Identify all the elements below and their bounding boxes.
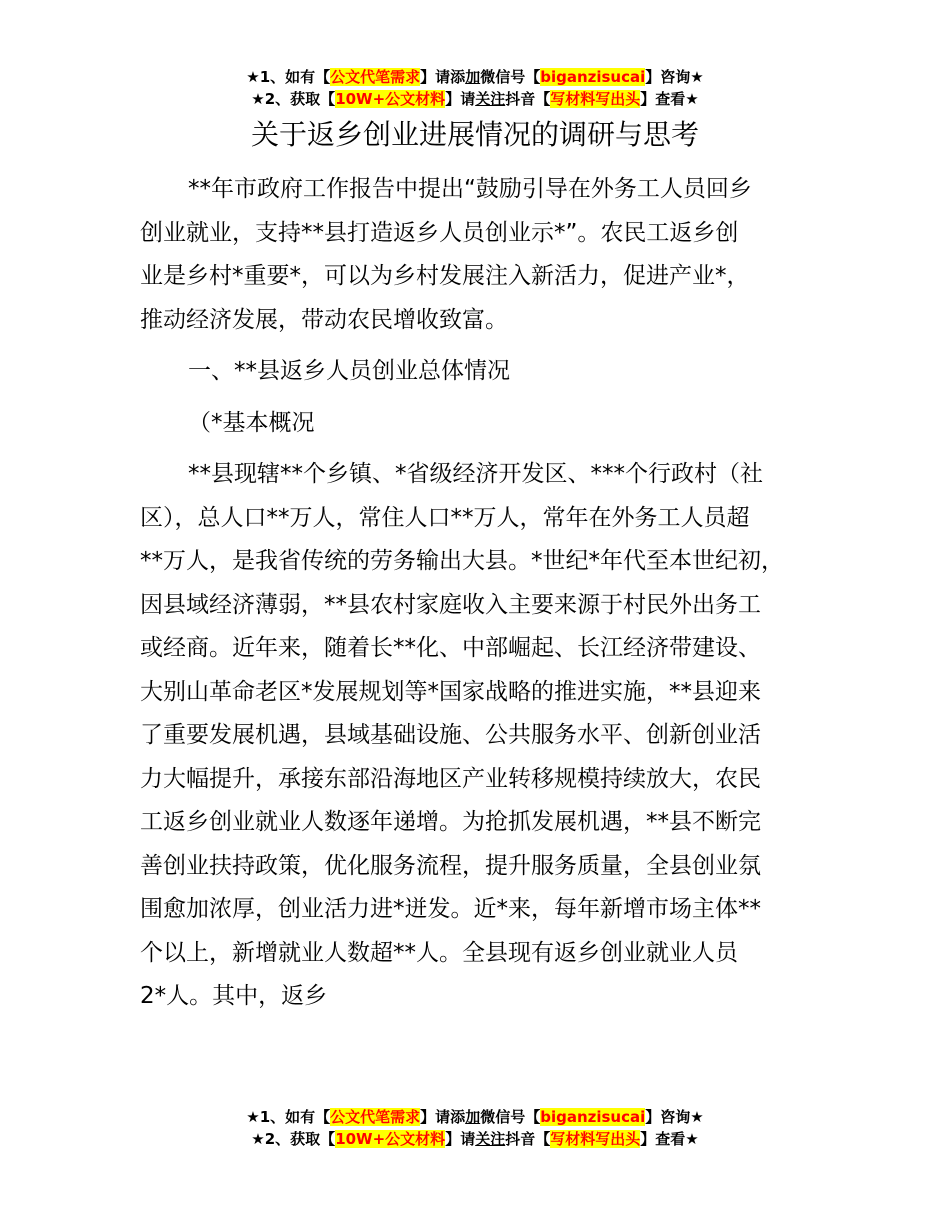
body-line: 大别山革命老区*发展规划等*国家战略的推进实施，**县迎来 <box>140 678 761 705</box>
banner-underlined: 关注 <box>475 1130 506 1148</box>
banner-underlined: 关注 <box>475 90 506 108</box>
body-line: 力大幅提升，承接东部沿海地区产业转移规模持续放大，农民 <box>140 765 761 792</box>
banner-highlight: 10W+公文材料 <box>335 1130 446 1148</box>
banner-text: 】咨询★ <box>645 1108 704 1126</box>
banner-underlined: 加 <box>465 1108 481 1126</box>
banner-line-2 <box>0 1128 950 1150</box>
body-line: 因县域经济薄弱，**县农村家庭收入主要来源于村民外出务工 <box>140 591 761 618</box>
banner-highlight: 公文代笔需求 <box>330 1108 421 1126</box>
intro-line: **年市政府工作报告中提出“鼓励引导在外务工人员回乡 <box>188 176 752 202</box>
banner-text: 】查看★ <box>640 1130 699 1148</box>
banner-highlight: 公文代笔需求 <box>330 68 421 86</box>
banner-text: 微信号【 <box>480 68 541 86</box>
banner-text: 】请添 <box>420 1108 466 1126</box>
body-line: 善创业扶持政策，优化服务流程，提升服务质量，全县创业氛 <box>140 852 761 879</box>
footer-banner <box>0 1106 950 1150</box>
banner-text: ★2、获取【 <box>251 90 336 108</box>
banner-highlight: 写材料写出头 <box>550 90 641 108</box>
banner-line-1 <box>0 1106 950 1128</box>
banner-text: 】请 <box>445 90 476 108</box>
banner-highlight: 10W+公文材料 <box>335 90 446 108</box>
banner-text: 】咨询★ <box>645 68 704 86</box>
body-line: 了重要发展机遇，县域基础设施、公共服务水平、创新创业活 <box>140 722 761 748</box>
banner-text: ★1、如有【 <box>246 68 331 86</box>
banner-text: ★1、如有【 <box>246 1108 331 1126</box>
section-heading: 一、**县返乡人员创业总体情况 <box>188 358 510 384</box>
body-line: 或经商。近年来，随着长**化、中部崛起、长江经济带建设、 <box>140 635 761 661</box>
body-line: 2*人。其中，返乡 <box>140 983 328 1009</box>
intro-line: 业是乡村*重要*，可以为乡村发展注入新活力，促进产业*， <box>140 263 750 289</box>
banner-text: 抖音【 <box>505 90 551 108</box>
intro-line: 推动经济发展，带动农民增收致富。 <box>140 306 508 333</box>
banner-text: ★2、获取【 <box>251 1130 336 1148</box>
banner-text: 微信号【 <box>480 1108 541 1126</box>
banner-text: 抖音【 <box>505 1130 551 1148</box>
document-title: 关于返乡创业进展情况的调研与思考 <box>250 118 699 151</box>
banner-text: 】查看★ <box>640 90 699 108</box>
document-body <box>140 168 830 1019</box>
banner-underlined: 加 <box>465 68 481 86</box>
banner-text: 】请添 <box>420 68 466 86</box>
body-line: 工返乡创业就业人数逐年递增。为抢抓发展机遇，**县不断完 <box>140 809 761 835</box>
banner-text: 】请 <box>445 1130 476 1148</box>
body-line: **县现辖**个乡镇、*省级经济开发区、***个行政村（社 <box>188 461 763 487</box>
subsection-heading: （*基本概况 <box>188 409 315 436</box>
banner-highlight: biganzisucai <box>540 68 646 86</box>
body-line: 区），总人口**万人，常住人口**万人，常年在外务工人员超 <box>140 504 750 531</box>
body-line: 围愈加浓厚，创业活力进*迸发。近*来，每年新增市场主体** <box>140 896 761 922</box>
intro-line: 创业就业，支持**县打造返乡人员创业示*”。农民工返乡创 <box>140 219 739 246</box>
banner-highlight: biganzisucai <box>540 1108 646 1126</box>
banner-line-2 <box>0 88 950 110</box>
header-banner <box>0 66 950 110</box>
banner-line-1 <box>0 66 950 88</box>
body-line: **万人，是我省传统的劳务输出大县。*世纪*年代至本世纪初， <box>140 548 784 574</box>
body-line: 个以上，新增就业人数超**人。全县现有返乡创业就业人员 <box>140 939 738 966</box>
banner-highlight: 写材料写出头 <box>550 1130 641 1148</box>
